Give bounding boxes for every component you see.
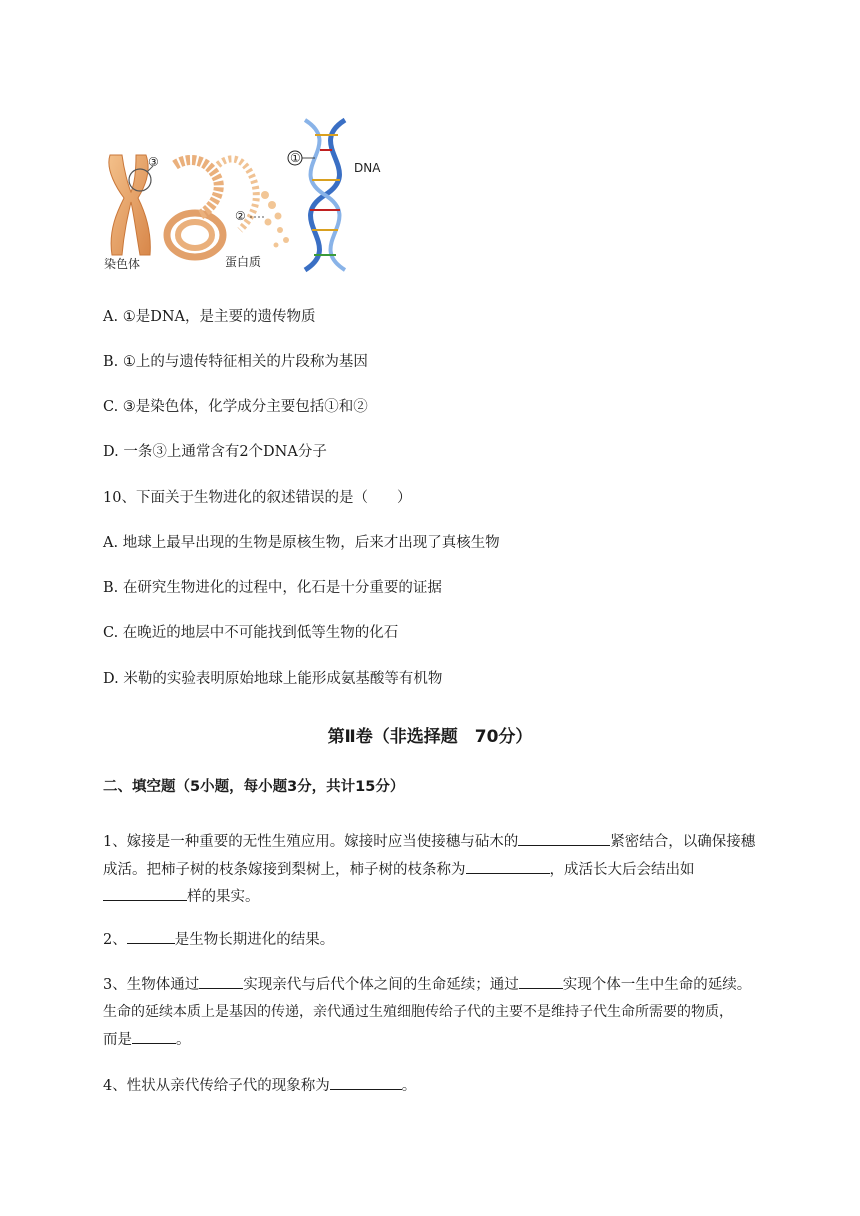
marker-2-label: ② [235,209,246,223]
q10-option-d: D. 米勒的实验表明原始地球上能形成氨基酸等有机物 [103,671,443,687]
fill-q3-blank-1[interactable] [199,973,243,989]
fill-q2-blank[interactable] [127,928,175,944]
chromosome-dna-figure [100,110,400,280]
q10-option-a: A. 地球上最早出现的生物是原核生物，后来才出现了真核生物 [103,535,500,551]
protein-beads [261,191,289,248]
fill-q4 [103,1074,416,1097]
fill-q3-text-a: 3、生物体通过 [103,977,200,993]
q10-option-c: C. 在晚近的地层中不可能找到低等生物的化石 [103,625,399,641]
fill-q3-text-b: 实现亲代与后代个体之间的生命延续；通过 [243,977,519,993]
marker-1-label: ① [290,151,301,165]
fill-q2-text-a: 2、 [103,932,127,948]
fill-q3-text-c: 实现个体一生中生命的延续。 [562,977,752,993]
q10-stem: 10、下面关于生物进化的叙述错误的是（ ） [103,490,412,506]
dna-label: DNA [354,161,381,175]
fill-q1-blank-1[interactable] [518,830,610,846]
chromosome-label: 染色体 [104,257,141,271]
fill-q3-line3 [103,1028,191,1051]
q9-option-b: B. ①上的与遗传特征相关的片段称为基因 [103,354,368,370]
coiled-chromatin [167,159,256,257]
fill-q1-blank-3[interactable] [103,885,187,901]
fill-q3-text-e: 。 [176,1032,191,1048]
fill-q1-text-e: 样的果实。 [187,889,260,905]
q9-option-a: A. ①是DNA，是主要的遗传物质 [103,309,316,325]
fill-q4-blank[interactable] [330,1074,402,1090]
section2-title: 二、填空题（5小题，每小题3分，共计15分） [103,779,405,795]
fill-q3-blank-2[interactable] [519,973,563,989]
fill-q2-text-b: 是生物长期进化的结果。 [174,932,335,948]
fill-q1-blank-2[interactable] [466,858,550,874]
protein-label: 蛋白质 [225,255,262,269]
fill-q2 [103,928,334,951]
fill-q3-line1 [103,973,751,996]
fill-q3-blank-3[interactable] [132,1028,176,1044]
fill-q3-line2: 生命的延续本质上是基因的传递，亲代通过生殖细胞传给子代的主要不是维持子代生命所需要的物质， [103,1004,733,1020]
marker-3-label: ③ [148,155,159,169]
chromosome-shape [109,155,153,255]
chromosome-dna-illustration [100,110,400,280]
fill-q4-text-b: 。 [401,1078,417,1094]
fill-q1-line1 [103,830,755,853]
fill-q1-text-c: 成活。把柿子树的枝条嫁接到梨树上，柿子树的枝条称为 [103,862,466,878]
fill-q1-line2 [103,858,695,881]
fill-q4-text-a: 4、性状从亲代传给子代的现象称为 [103,1078,330,1094]
fill-q1-line3 [103,885,260,908]
fill-q1-text-b: 紧密结合，以确保接穗 [610,834,756,850]
fill-q3-text-d: 而是 [103,1032,132,1048]
fill-q1-text-d: ，成活长大后会结出如 [549,862,695,878]
part2-title: 第Ⅱ卷（非选择题 70分） [327,727,533,747]
dna-helix [305,120,345,270]
fill-q1-text-a: 1、嫁接是一种重要的无性生殖应用。嫁接时应当使接穗与砧木的 [103,834,519,850]
q9-option-c: C. ③是染色体，化学成分主要包括①和② [103,399,368,415]
q9-option-d: D. 一条③上通常含有2个DNA分子 [103,444,327,460]
q10-option-b: B. 在研究生物进化的过程中，化石是十分重要的证据 [103,580,442,596]
